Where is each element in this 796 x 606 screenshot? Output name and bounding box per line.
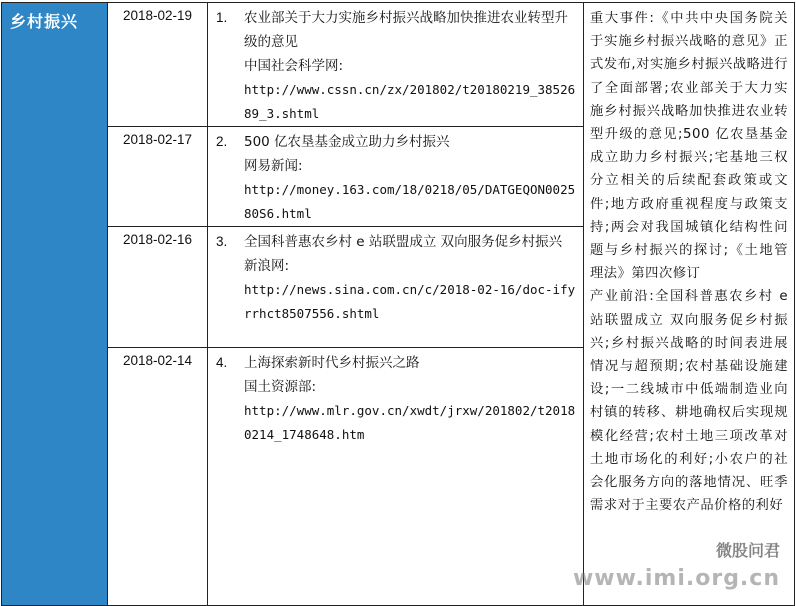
item-date: 2018-02-19 xyxy=(122,8,193,23)
item-date: 2018-02-17 xyxy=(122,132,193,147)
summary-major-events: 重大事件:《中共中央国务院关于实施乡村振兴战略的意见》正式发布,对实施乡村振兴战略进行了全面部署;农业部关于大力实施乡村振兴战略加快推进农业转型升级的意见;500 亿农垦基金成立助力乡村振兴;宅基地三权分立相关的后续配套政策或文件;地方政府重视程度与政策支持;两会对我国城镇化结构性问题与乡村振兴的探讨;《土地管理法》第四次修订 xyxy=(590,11,788,282)
date-cell xyxy=(108,3,208,127)
item-source: 网易新闻: xyxy=(244,158,303,174)
item-date: 2018-02-16 xyxy=(122,232,193,247)
date-cell xyxy=(108,127,208,227)
table-row xyxy=(2,3,795,127)
summary-industry-frontier: 产业前沿:全国科普惠农乡村 e 站联盟成立 双向服务促乡村振兴;乡村振兴战略的时间表进展情况与超预期;农村基础设施建设;一二线城市中低端制造业向村镇的转移、耕地确权后实现规模化经营;农村土地三项改革对土地市场化的利好;小农户的社会化服务方向的落地情况、旺季需求对于主要农产品价格的利好 xyxy=(590,289,788,514)
item-number: 2. xyxy=(216,134,228,149)
item-number: 1. xyxy=(216,10,228,25)
item-cell xyxy=(208,227,584,348)
item-url-link[interactable]: http://www.cssn.cn/zx/201802/t20180219_3852689_3.shtml xyxy=(244,82,576,121)
category-label: 乡村振兴 xyxy=(10,12,79,31)
date-cell xyxy=(108,227,208,348)
category-cell xyxy=(2,3,108,606)
watermark-text: 微股问君 xyxy=(715,541,780,560)
item-url-link[interactable]: http://money.163.com/18/0218/05/DATGEQON002580S6.html xyxy=(244,182,576,221)
summary-cell xyxy=(584,3,795,606)
item-title: 500 亿农垦基金成立助力乡村振兴 xyxy=(244,134,450,150)
date-cell xyxy=(108,348,208,606)
item-title: 上海探索新时代乡村振兴之路 xyxy=(244,355,420,371)
item-source: 新浪网: xyxy=(244,258,290,274)
item-source: 国土资源部: xyxy=(244,379,317,395)
watermark-site: www.imi.org.cn xyxy=(572,566,780,591)
item-number: 3. xyxy=(216,234,228,249)
item-cell xyxy=(208,3,584,127)
item-cell xyxy=(208,127,584,227)
item-title: 全国科普惠农乡村 e 站联盟成立 双向服务促乡村振兴 xyxy=(244,234,563,250)
item-url-link[interactable]: http://news.sina.com.cn/c/2018-02-16/doc-ifyrrhct8507556.shtml xyxy=(244,282,576,321)
watermark xyxy=(573,538,780,592)
item-url-link[interactable]: http://www.mlr.gov.cn/xwdt/jrxw/201802/t20180214_1748648.htm xyxy=(244,403,576,442)
news-table xyxy=(1,2,795,606)
item-number: 4. xyxy=(216,355,228,370)
item-cell xyxy=(208,348,584,606)
item-date: 2018-02-14 xyxy=(122,353,193,368)
item-source: 中国社会科学网: xyxy=(244,58,344,74)
item-title: 农业部关于大力实施乡村振兴战略加快推进农业转型升级的意见 xyxy=(244,10,568,50)
